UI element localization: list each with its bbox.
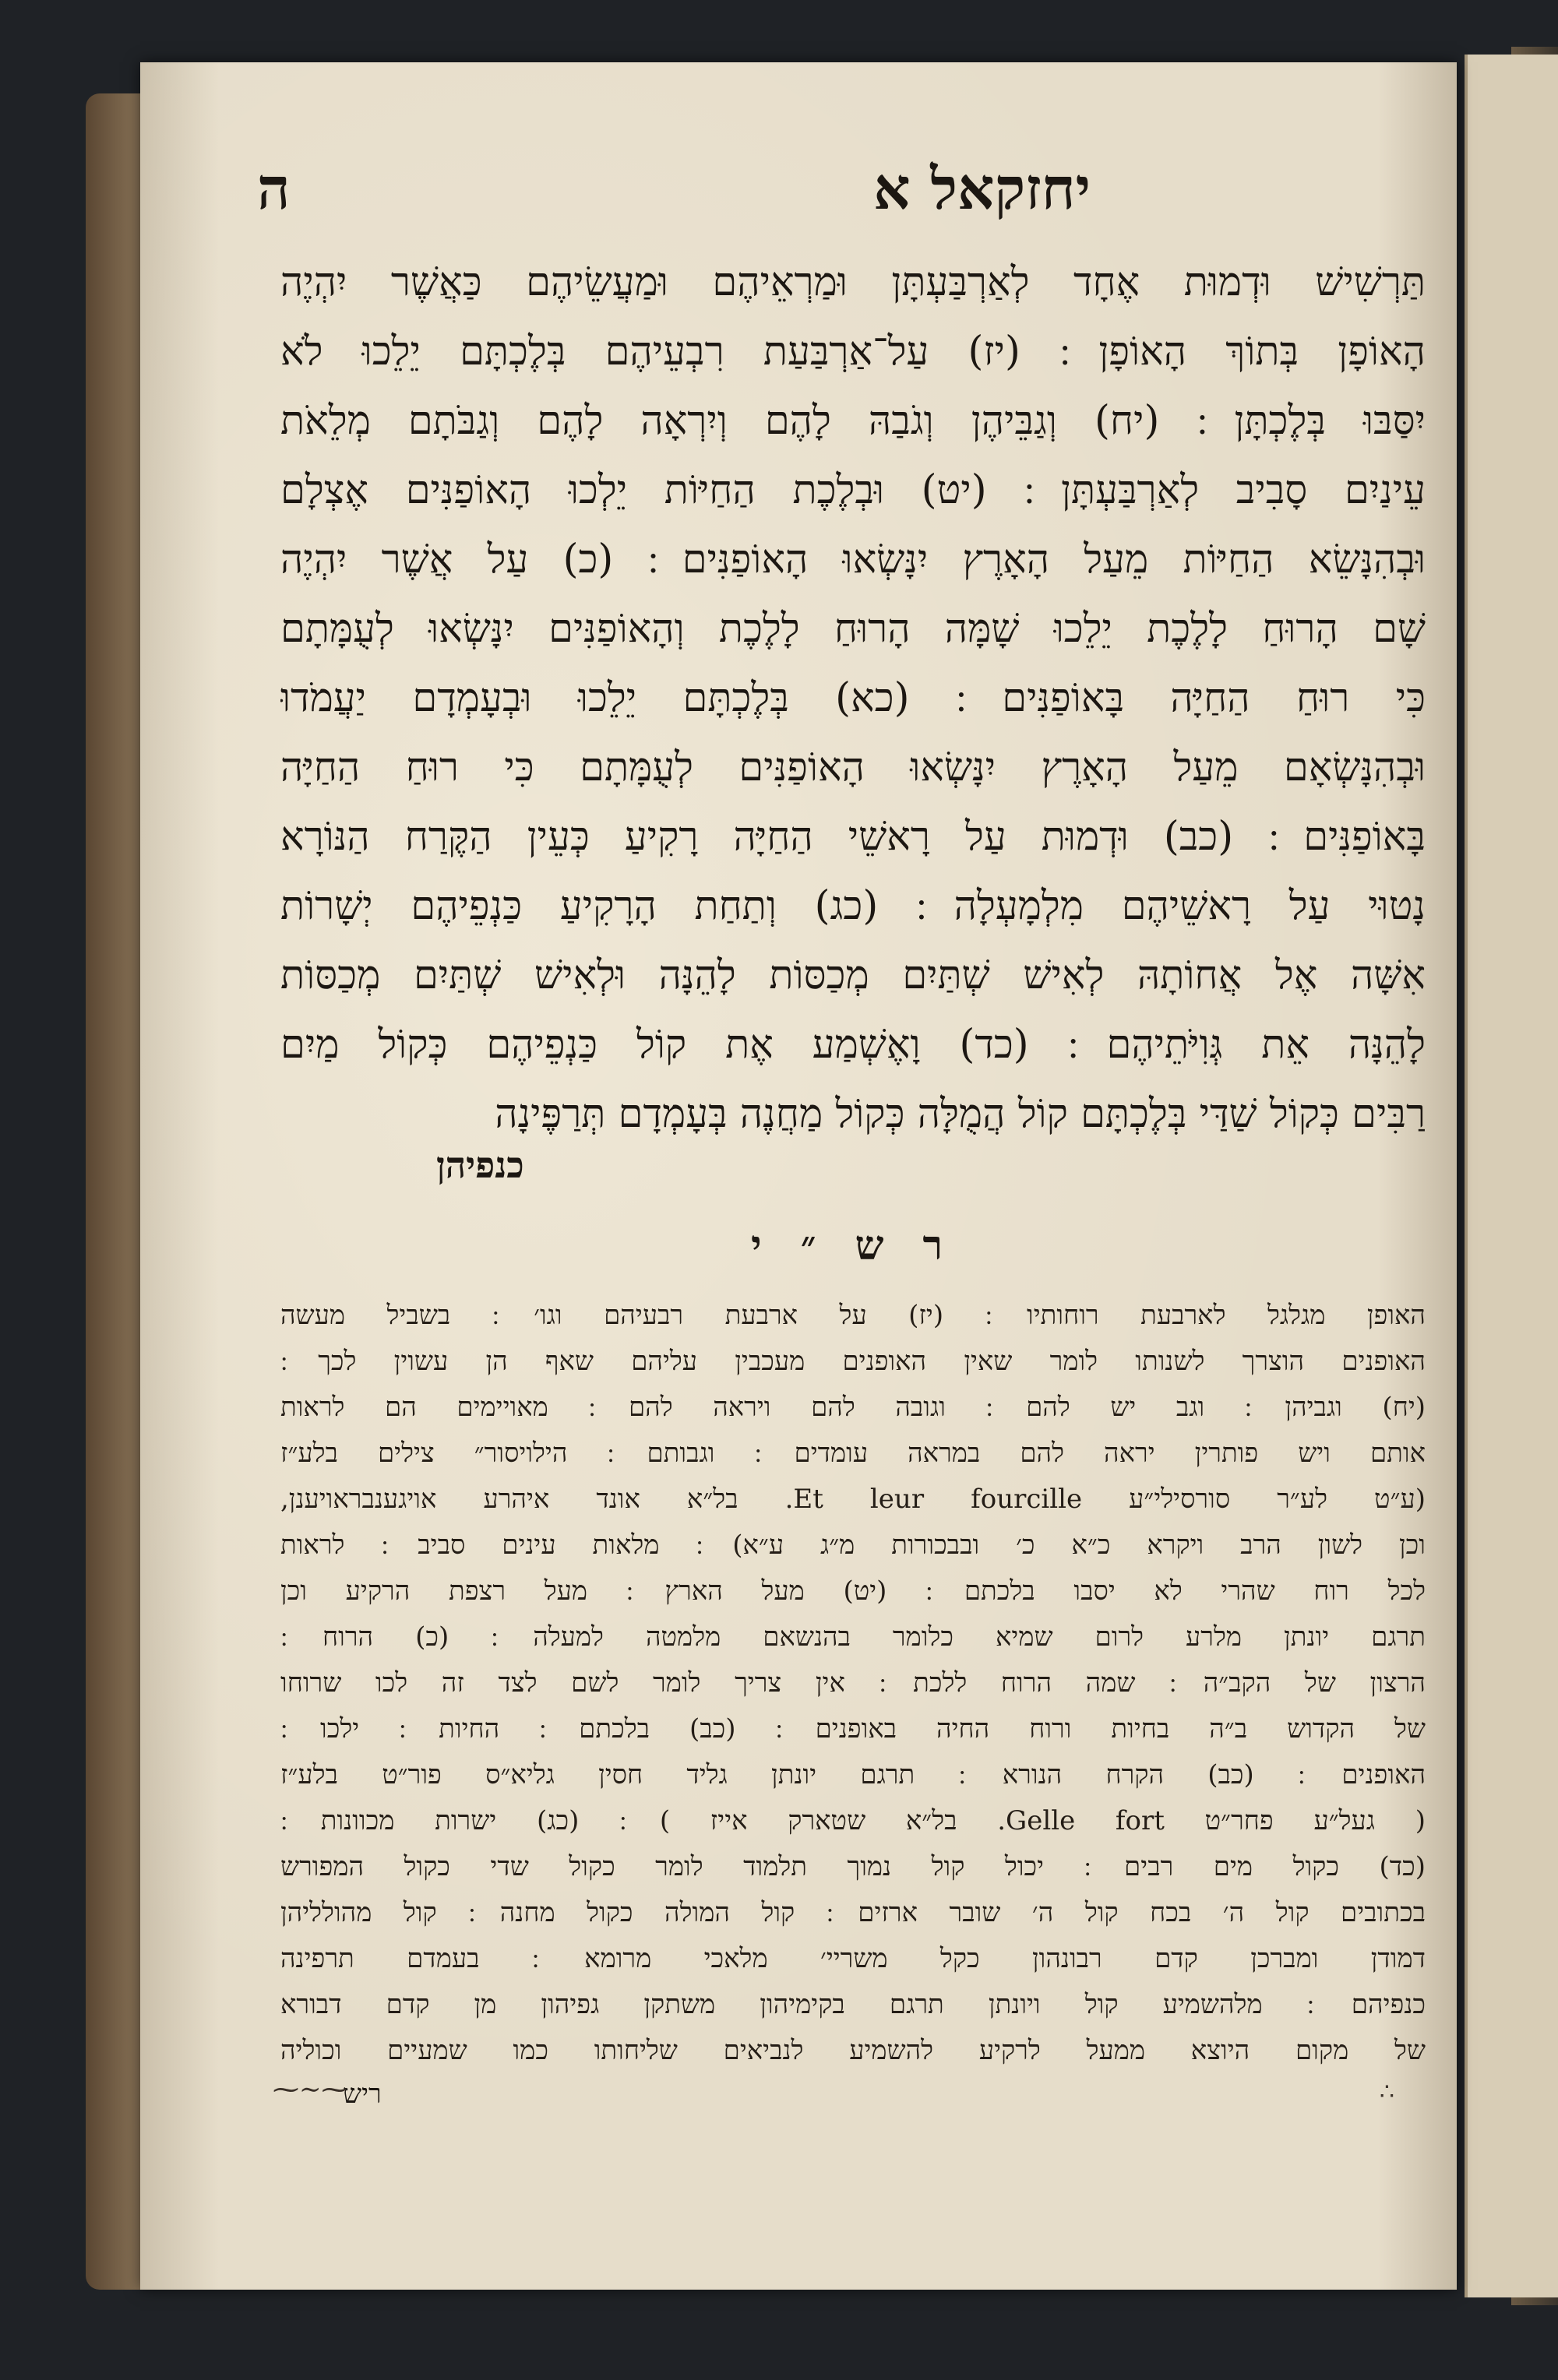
scripture-line: וּבְהִנָּשֵׂא הַחַיּוֹת מֵעַל הָאָרֶץ יִנָּשְׂאוּ הָאוֹפַנִּים ׃ (כ) עַל אֲשֶׁר יִהְיֶה [280,537,1426,583]
scripture-text [280,248,1426,1149]
commentary-line: האופנים ׃ (כב) הקרח הנורא ׃ תרגם יונתן גליד חסין גליא״ס פור״ט בלע״ז [280,1759,1426,1790]
scripture-line: כִּי רוּחַ הַחַיָּה בָּאוֹפַנִּים ׃ (כא) בְּלֶכְתָּם יֵלֵכוּ וּבְעָמְדָם יַעֲמֹדוּ [280,675,1426,721]
commentary-line: וכן לשון הרב ויקרא כ״א כ׳ ובבכורות מ״ג ע״א) ׃ מלאות עינים סביב ׃ לראות [280,1530,1426,1561]
commentary-line: של מקום היוצא ממעל לרקיע להשמיע לנביאים שליחותו כמו שמעיים וכוליה [280,2035,1426,2066]
commentary-line: דמודן ומברכן קדם רבונהון כקל משריי׳ מלאכי מרומא ׃ בעמדם תרפינה [280,1943,1426,1974]
scripture-line: לָהֵנָּה אֵת גְּוִיֹּתֵיהֶם ׃ (כד) וָאֶשְׁמַע אֶת קוֹל כַּנְפֵיהֶם כְּקוֹל מַיִם [280,1022,1426,1068]
commentary-line: בכתובים קול ה׳ בכח קול ה׳ שובר ארזים ׃ קול המולה כקול מחנה ׃ קול מהולליהן [280,1897,1426,1928]
commentary-line: תרגם יונתן מלרע לרום שמיא כלומר בהנשאם מלמטה למעלה ׃ (כ) הרוח ׃ [280,1621,1426,1653]
commentary-line: (יח) וגביהן ׃ וגב יש להם ׃ וגובה להם ויראה להם ׃ מאויימים הם לראות [280,1392,1426,1423]
commentary-line: לכל רוח שהרי לא יסבו בלכתם ׃ (יט) מעל הארץ ׃ מעל רצפת הרקיע וכן [280,1576,1426,1607]
scripture-line: רַבִּים כְּקוֹל שַׁדַּי בְּלֶכְתָּם קוֹל הֲמֻלָּה כְּקוֹל מַחֲנֶה בְּעָמְדָם תְּרַפֶּינָה [495,1091,1426,1137]
scripture-line: נָטוּי עַל רָאשֵׁיהֶם מִלְמָעְלָה ׃ (כג) וְתַחַת הָרָקִיעַ כַּנְפֵיהֶם יְשָׁרוֹת [280,883,1426,929]
page-content [257,156,1426,2118]
commentary-line: (ע״ט לע״ר סורסילי״ע Et leur fourcille. בל״א אונד איהרע אויגענבראויענן, [280,1484,1426,1515]
catchword-row [280,1144,1426,1214]
scripture-line: אִשָּׁה אֶל אֲחוֹתָהּ לְאִישׁ שְׁתַּיִם מְכַסּוֹת לָהֵנָּה וּלְאִישׁ שְׁתַּיִם מְכַסּוֹת [280,952,1426,998]
commentary-catchword: ריש [343,2079,382,2110]
scripture-line: יִסַּבּוּ בְּלֶכְתָּן ׃ (יח) וְגַבֵּיהֶן וְגֹבַהּ לָהֶם וְיִרְאָה לָהֶם וְגַבֹּתָם מְלֵאֹת [280,398,1426,444]
commentary-line: (כד) כקול מים רבים ׃ יכול קול נמוך תלמוד לומר כקול שדי כקול המפורש [280,1851,1426,1882]
scripture-catchword: כנפיהן [436,1144,524,1186]
ink-mark-ornament: ∴ [1379,2079,1394,2106]
page-footer [273,2074,1426,2133]
ink-blot-ornament: ⁓∽⁓ [273,2074,348,2105]
commentary-line: האופן מגלגל לארבעת רוחותיו ׃ (יז) על ארבעת רבעיהם וגו׳ ׃ בשביל מעשה [280,1300,1426,1331]
scripture-line: בָּאוֹפַנִּים ׃ (כב) וּדְמוּת עַל רָאשֵׁי הַחַיָּה רָקִיעַ כְּעֵין הַקֶּרַח הַנּוֹרָא [280,814,1426,860]
scripture-line: וּבְהִנָּשְׂאָם מֵעַל הָאָרֶץ יִנָּשְׂאוּ הָאוֹפַנִּים לְעֻמָּתָם כִּי רוּחַ הַחַיָּה [280,745,1426,790]
commentary-line: הרצון של הקב״ה ׃ שמה הרוח ללכת ׃ אין צריך לומר לשם לצד זה לכו שרוחו [280,1667,1426,1699]
commentary-line: אותם ויש פותרין יראה להם במראה עומדים ׃ וגבותם ׃ הילויסור״ צילים בלע״ז [280,1438,1426,1469]
scripture-line: הָאוֹפָן בְּתוֹךְ הָאוֹפָן ׃ (יז) עַל־אַרְבַּעַת רִבְעֵיהֶם בְּלֶכְתָּם יֵלֵכוּ לֹא [280,329,1426,375]
running-header [257,156,1426,241]
running-title: יחזקאל א [873,156,1091,223]
commentary-line: כנפיהם ׃ מלהשמיע קול ויונתן תרגם בקימיהון משתקן גפיהון מן קדם דבורא [280,1989,1426,2020]
commentary-line: של הקדוש ב״ה בחיות ורוח החיה באופנים ׃ (כב) בלכתם ׃ החיות ׃ ילכו ׃ [280,1713,1426,1745]
commentary-heading: ר ש ״ י [750,1222,956,1269]
commentary-line: ( געל״ע פחר״ט Gelle fort. בל״א שטארק אייז ) ׃ (כג) ישרות מכוונות ׃ [280,1805,1426,1836]
facing-page-edge [1465,55,1558,2297]
scripture-line: עֵינַיִם סָבִיב לְאַרְבַּעְתָּן ׃ (יט) וּבְלֶכֶת הַחַיּוֹת יֵלְכוּ הָאוֹפַנִּים אֶצְלָם [280,467,1426,513]
folio-number: ה [257,156,291,223]
commentary-line: האופנים הוצרך לשנותו לומר שאין האופנים מעכבין עליהם שאף הן עשוין לכך ׃ [280,1346,1426,1377]
scripture-line: תַּרְשִׁישׁ וּדְמוּת אֶחָד לְאַרְבַּעְתָּן וּמַרְאֵיהֶם וּמַעֲשֵׂיהֶם כַּאֲשֶׁר יִהְיֶה [280,259,1426,305]
scripture-line: שָׁם הָרוּחַ לָלֶכֶת יֵלֵכוּ שָׁמָּה הָרוּחַ לָלֶכֶת וְהָאוֹפַנִּים יִנָּשְׂאוּ לְעֻמָּתָם [280,606,1426,652]
rashi-commentary [280,1293,1426,2074]
